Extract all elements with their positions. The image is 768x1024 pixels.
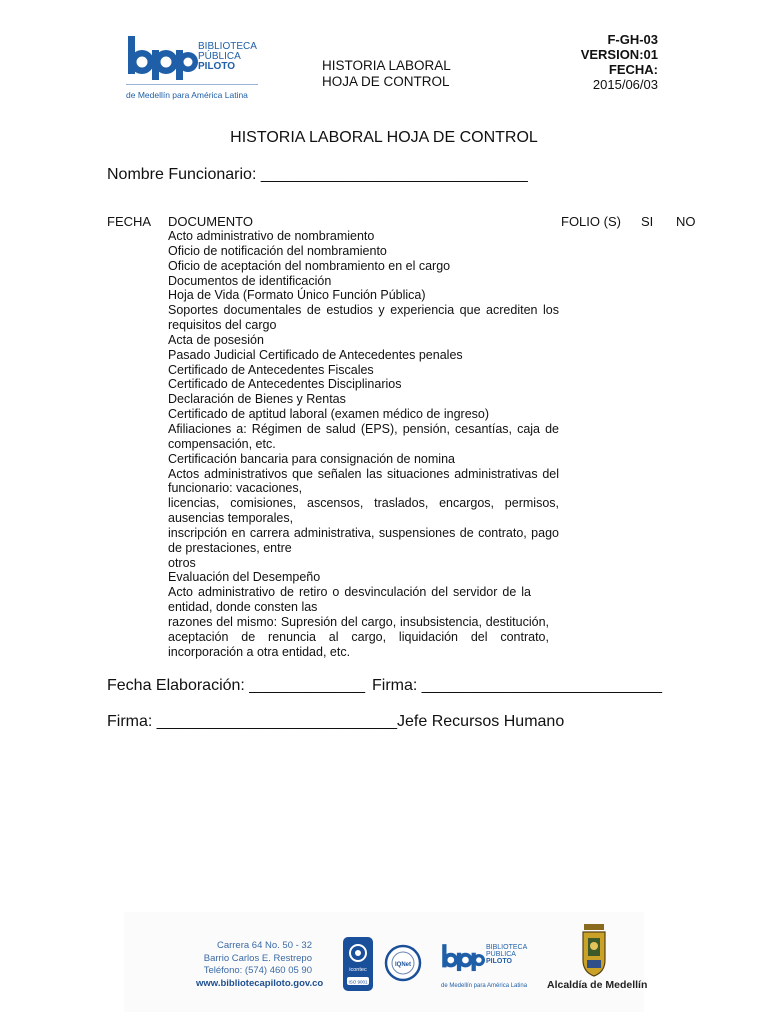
iqnet-label: IQNet: [394, 962, 412, 968]
document-item: Acto administrativo de retiro o desvinculación del servidor de la entidad, donde consten las: [168, 585, 531, 615]
nombre-funcionario-field: Nombre Funcionario: ______________________________: [107, 166, 528, 183]
footer-address-line1: Carrera 64 No. 50 - 32: [216, 940, 312, 951]
doc-version: VERSION:01: [580, 47, 658, 62]
bpp-letters-icon: [126, 34, 198, 80]
document-item: Actos administrativos que señalen las situaciones administrativas del funcionario: vacaciones,: [168, 466, 559, 496]
document-item: Oficio de aceptación del nombramiento en el cargo: [168, 258, 451, 273]
bpp-footer-logo-text: [486, 944, 527, 965]
logo-line3: PILOTO: [198, 61, 236, 72]
header-title-line1: HISTORIA LABORAL: [322, 58, 451, 73]
document-item: Evaluación del Desempeño: [168, 570, 321, 585]
document-item: Certificado de Antecedentes Fiscales: [168, 362, 374, 377]
firma-field: Firma: ___________________________: [372, 677, 663, 694]
document-item: razones del mismo: Supresión del cargo, insubsistencia, destitución, aceptación de renuncia al cargo, liquidación del contrato, incorporación a otra entidad, etc.: [168, 614, 549, 659]
iso-label: ISO 9001: [348, 979, 368, 985]
alcaldia-label: Alcaldía de Medellín: [547, 979, 648, 991]
document-item: Acto administrativo de nombramiento: [168, 229, 375, 243]
bpp-logo-text: [198, 42, 257, 72]
document-item: Acta de posesión: [168, 332, 264, 347]
iqnet-certification-icon: [384, 941, 422, 985]
document-item: licencias, comisiones, ascensos, traslados, encargos, permisos, ausencias temporales,: [168, 496, 559, 526]
footer-address-line2: Barrio Carlos E. Restrepo: [203, 952, 312, 964]
doc-date-label: FECHA:: [608, 62, 658, 77]
alcaldia-coat-of-arms-icon: [580, 922, 608, 978]
bpp-logo: [126, 34, 266, 100]
doc-date-value: 2015/06/03: [592, 77, 658, 92]
logo-line1: BIBLIOTECA: [198, 41, 257, 52]
document-item: Certificado de Antecedentes Disciplinarios: [168, 377, 402, 392]
footer-phone: Teléfono: (574) 460 05 90: [203, 965, 312, 976]
document-item: Certificación bancaria para consignación de nomina: [168, 451, 455, 466]
column-header-si: SI: [641, 214, 654, 229]
logo-line2: PÚBLICA: [198, 51, 241, 62]
document-item: Oficio de notificación del nombramiento: [168, 243, 387, 258]
document-list: [168, 229, 559, 659]
column-header-fecha: FECHA: [107, 214, 152, 229]
document-item: Certificado de aptitud laboral (examen médico de ingreso): [168, 407, 490, 422]
page-title: HISTORIA LABORAL HOJA DE CONTROL: [230, 129, 538, 146]
header-center-title: [322, 58, 451, 90]
logo-tagline: de Medellín para América Latina: [126, 90, 248, 100]
header-title-line2: HOJA DE CONTROL: [322, 74, 450, 89]
document-item: Soportes documentales de estudios y experiencia que acrediten los requisitos del cargo: [168, 303, 559, 333]
footer-address: [196, 940, 324, 990]
column-header-documento: DOCUMENTO: [168, 214, 253, 229]
logo-rule: [126, 84, 258, 85]
footer-website: www.bibliotecapiloto.gov.co: [196, 977, 324, 989]
firma-jefe-field: Firma: ___________________________Jefe Recursos Humano: [107, 713, 565, 730]
document-item: otros: [168, 555, 196, 570]
footer-logo-line1: BIBLIOTECA: [486, 944, 528, 951]
column-header-folio: FOLIO (S): [561, 214, 621, 229]
footer-logo-tagline: de Medellín para América Latina: [441, 983, 528, 989]
footer-logo-line2: PÚBLICA: [486, 951, 516, 958]
document-item: Hoja de Vida (Formato Único Función Pública): [168, 288, 426, 303]
document-item: Afiliaciones a: Régimen de salud (EPS), pensión, cesantías, caja de compensación, etc.: [168, 421, 559, 451]
document-item: Documentos de identificación: [168, 273, 332, 288]
doc-code: F-GH-03: [607, 32, 658, 47]
fecha-elaboracion-field: Fecha Elaboración: _____________: [107, 677, 365, 694]
document-item: Declaración de Bienes y Rentas: [168, 392, 346, 407]
header-doc-info: [581, 32, 658, 92]
icontec-certification-icon: [343, 937, 373, 991]
document-item: inscripción en carrera administrativa, suspensiones de contrato, pago de prestaciones, entre: [168, 525, 559, 555]
bpp-footer-logo-icon: [441, 940, 485, 974]
document-item: Pasado Judicial Certificado de Antecedentes penales: [168, 347, 463, 362]
column-header-no: NO: [676, 214, 696, 229]
icontec-label: icontec: [349, 967, 367, 973]
footer-logo-line3: PILOTO: [486, 958, 512, 965]
